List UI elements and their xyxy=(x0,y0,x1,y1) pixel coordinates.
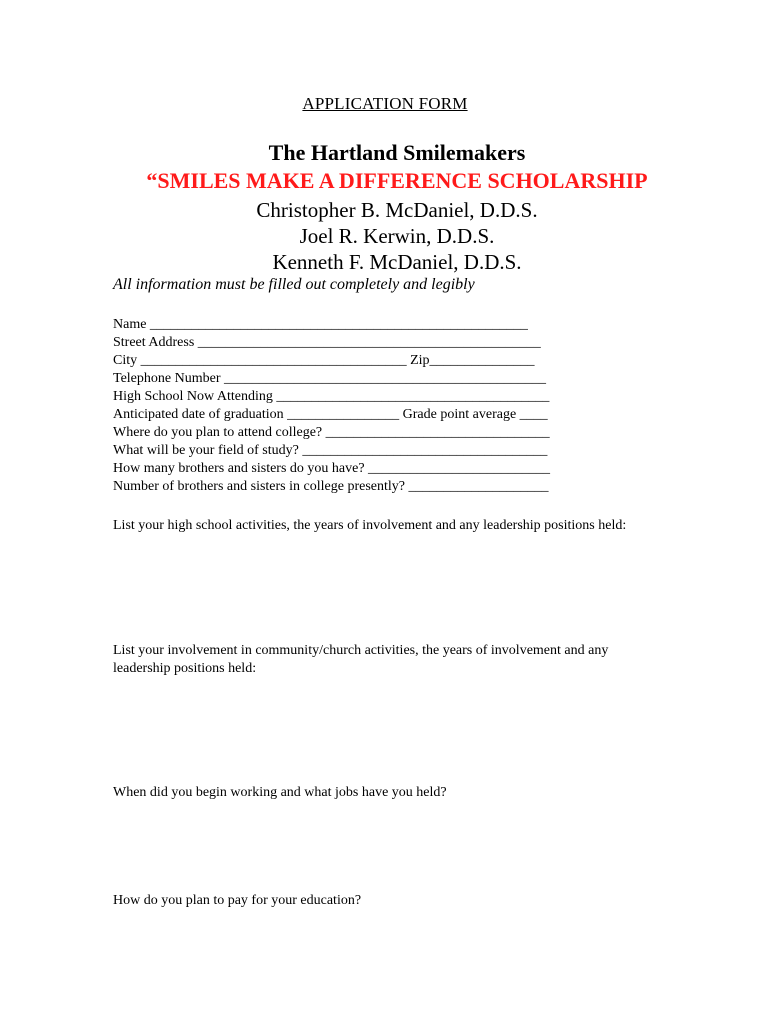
siblings-in-college-field[interactable]: Number of brothers and sisters in college presently? ____________________ xyxy=(113,479,549,494)
form-title: APPLICATION FORM xyxy=(302,94,468,113)
city-zip-field[interactable]: City ______________________________________ Zip_______________ xyxy=(113,353,535,368)
organization-name: The Hartland Smilemakers xyxy=(268,140,526,165)
community-question: List your involvement in community/church activities, the years of involvement and any leadership positions held: xyxy=(113,643,609,676)
activities-question: List your high school activities, the years of involvement and any leadership positions held: xyxy=(113,518,627,533)
name-field[interactable]: Name ______________________________________________________ xyxy=(113,317,528,332)
graduation-gpa-field[interactable]: Anticipated date of graduation ________________ Grade point average ____ xyxy=(113,407,548,422)
street-address-field[interactable]: Street Address _________________________________________________ xyxy=(113,335,541,350)
field-of-study-field[interactable]: What will be your field of study? ___________________________________ xyxy=(113,443,548,458)
high-school-field[interactable]: High School Now Attending _______________________________________ xyxy=(113,389,550,404)
dentist-name: Kenneth F. McDaniel, D.D.S. xyxy=(272,250,522,274)
education-payment-question: How do you plan to pay for your education? xyxy=(113,893,362,908)
jobs-question: When did you begin working and what jobs have you held? xyxy=(113,785,447,800)
telephone-field[interactable]: Telephone Number ______________________________________________ xyxy=(113,371,546,386)
college-field[interactable]: Where do you plan to attend college? ________________________________ xyxy=(113,425,550,440)
scholarship-title: “SMILES MAKE A DIFFERENCE SCHOLARSHIP xyxy=(146,168,648,193)
siblings-field[interactable]: How many brothers and sisters do you have? __________________________ xyxy=(113,461,551,476)
dentist-name: Christopher B. McDaniel, D.D.S. xyxy=(256,198,538,222)
instructions-text: All information must be filled out completely and legibly xyxy=(113,276,475,293)
dentist-name: Joel R. Kerwin, D.D.S. xyxy=(299,224,495,248)
